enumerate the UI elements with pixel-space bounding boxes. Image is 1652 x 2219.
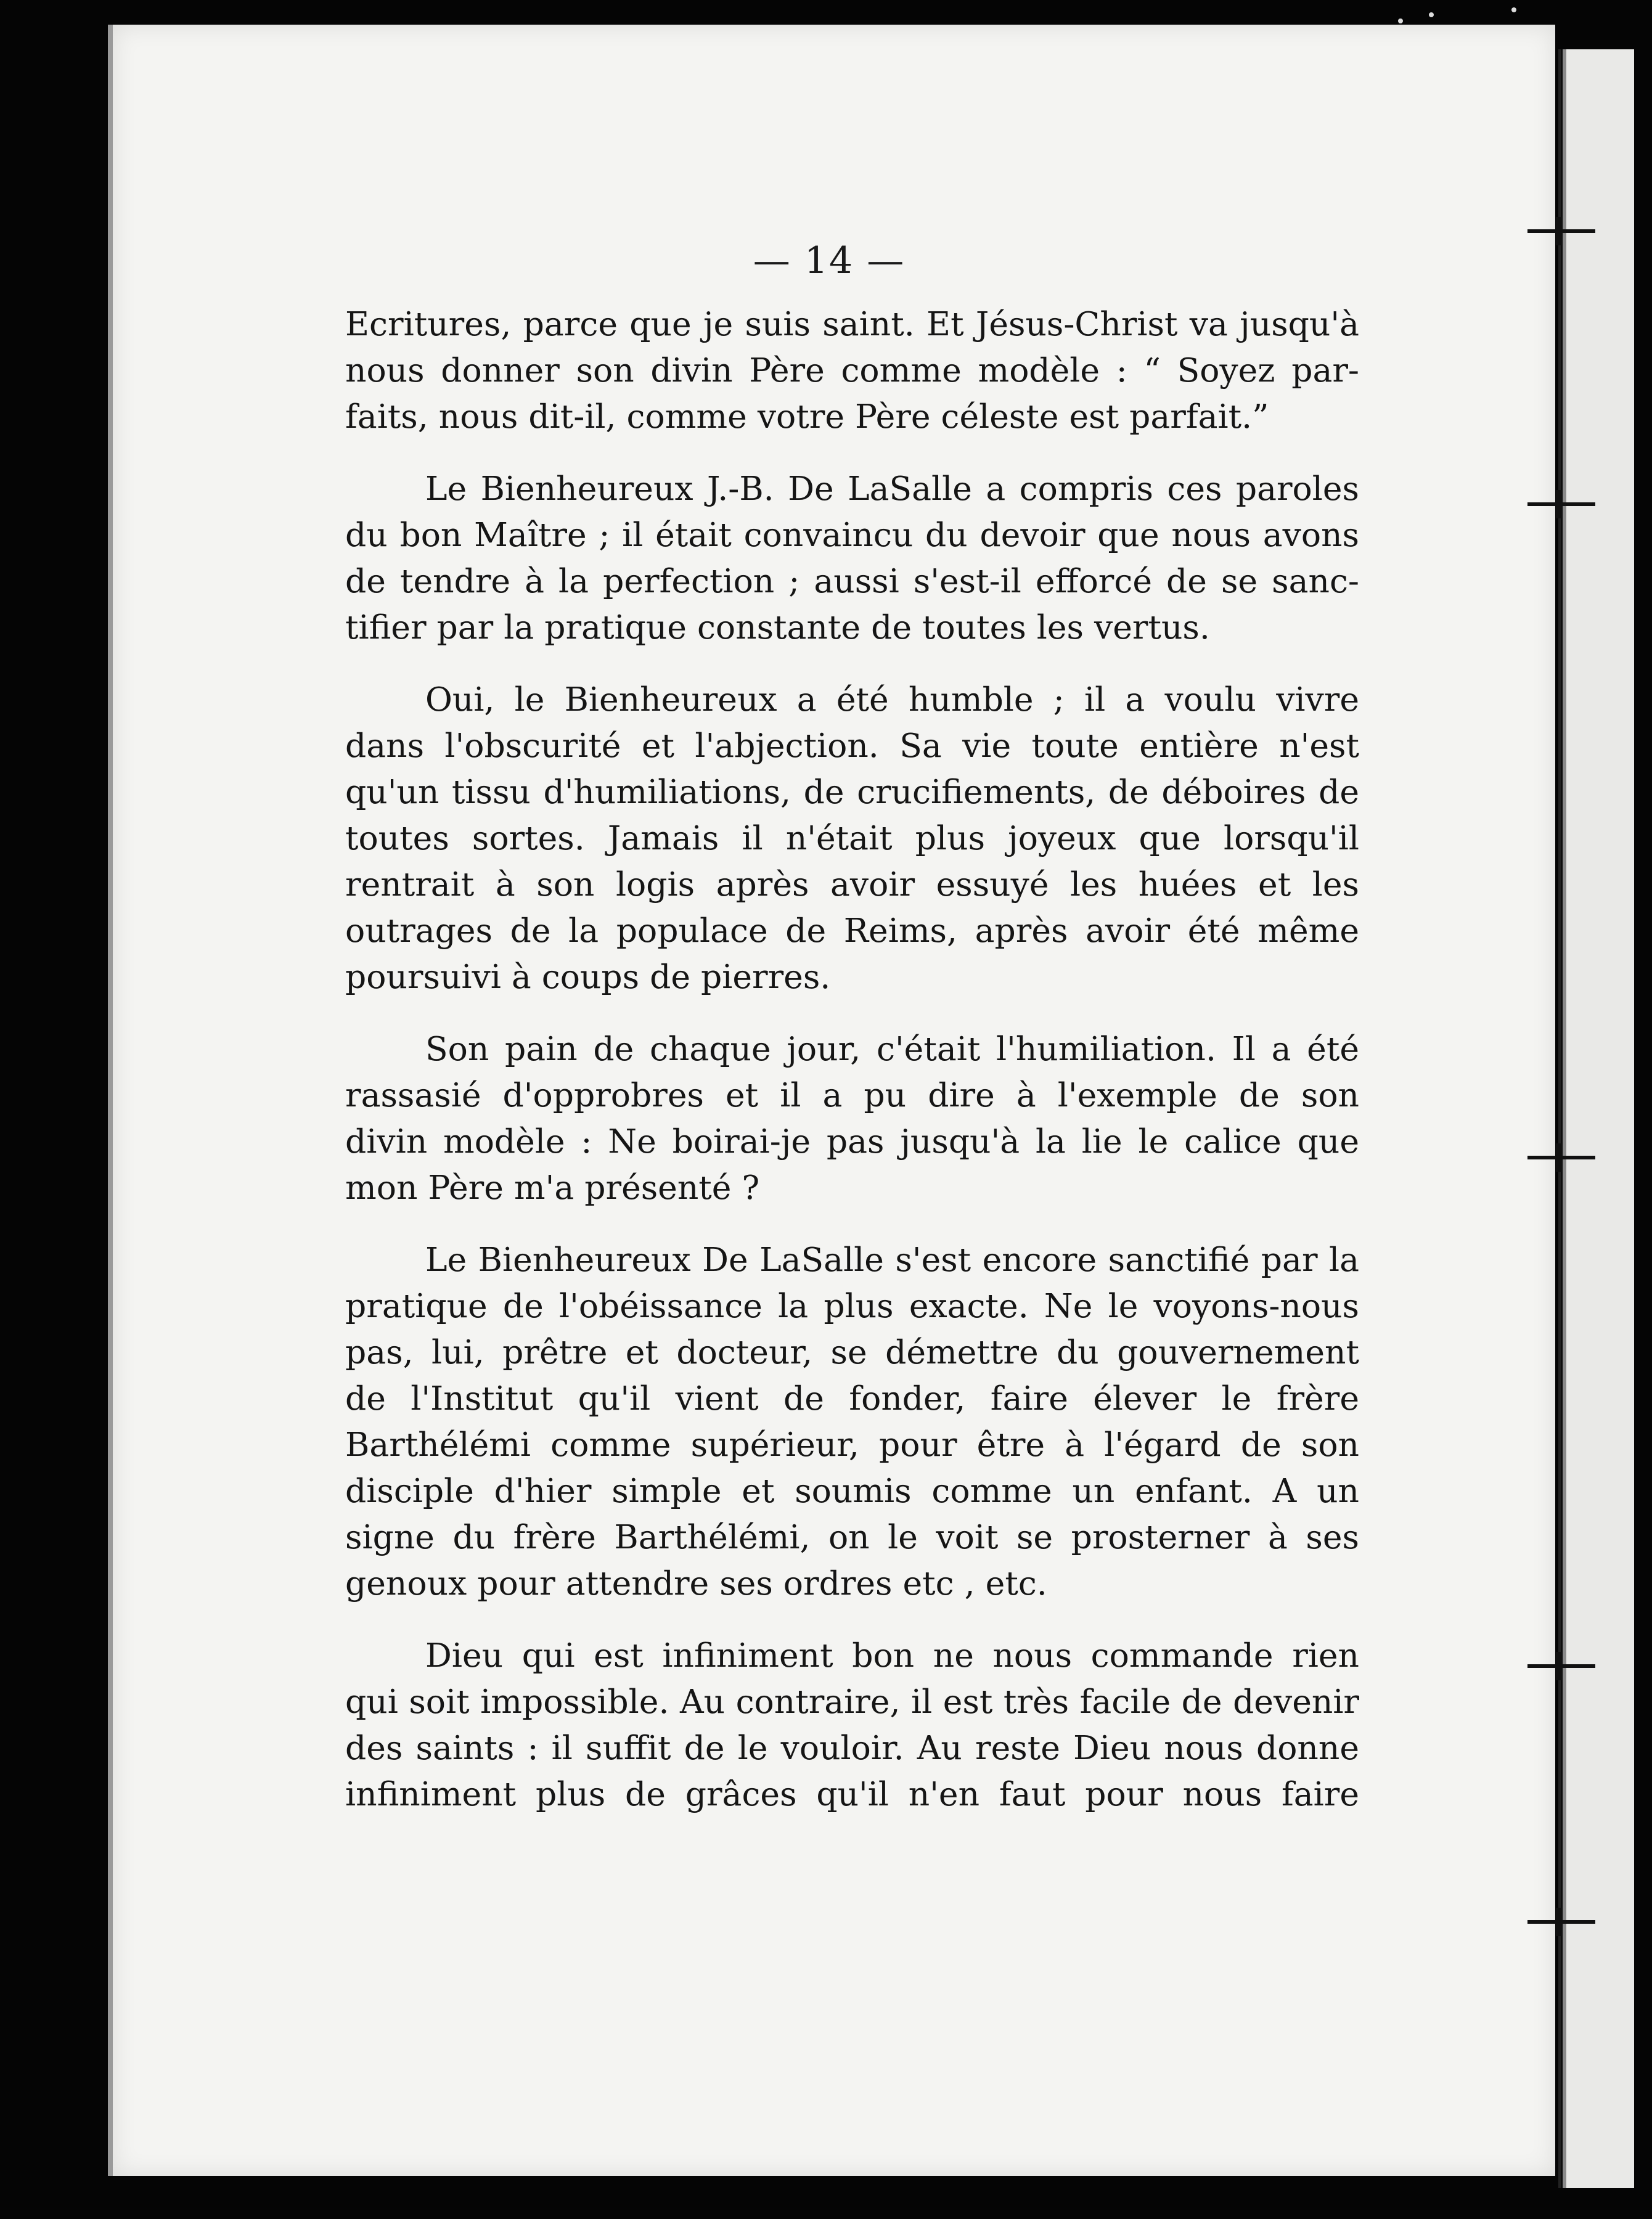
- text-line: Son pain de chaque jour, c'était l'humiliation. Il a été: [425, 1029, 1359, 1068]
- text-line: poursuivi à coups de pierres.: [345, 957, 831, 996]
- text-line: Le Bienheureux De LaSalle s'est encore sanctifié par la: [425, 1240, 1359, 1279]
- scan-speck: [1398, 18, 1403, 23]
- text-line: de tendre à la perfection ; aussi s'est-il efforcé de se sanc-: [345, 562, 1359, 600]
- text-line: Dieu qui est infiniment bon ne nous commande rien: [425, 1636, 1359, 1675]
- text-line: des saints : il suffit de le vouloir. Au reste Dieu nous donne: [345, 1728, 1359, 1767]
- text-line: faits, nous dit-il, comme votre Père céleste est parfait.”: [345, 397, 1269, 436]
- text-line: qui soit impossible. Au contraire, il est très facile de devenir: [345, 1682, 1359, 1721]
- facing-page-edge: [1563, 49, 1634, 2188]
- text-line: divin modèle : Ne boirai-je pas jusqu'à la lie le calice que: [345, 1122, 1359, 1161]
- text-line: Le Bienheureux J.-B. De LaSalle a compris ces paroles: [425, 469, 1359, 508]
- text-line: pratique de l'obéissance la plus exacte. Ne le voyons-nous: [345, 1286, 1359, 1325]
- binding-stitch: [1527, 229, 1595, 233]
- text-line: du bon Maître ; il était convaincu du devoir que nous avons: [345, 515, 1359, 554]
- text-line: nous donner son divin Père comme modèle : “ Soyez par-: [345, 351, 1359, 390]
- text-line: mon Père m'a présenté ?: [345, 1168, 760, 1207]
- binding-stitch: [1527, 502, 1595, 506]
- page-number: — 14 —: [753, 239, 906, 282]
- text-line: outrages de la populace de Reims, après avoir été même: [345, 911, 1359, 950]
- paragraph: [345, 301, 1359, 439]
- text-line: dans l'obscurité et l'abjection. Sa vie toute entière n'est: [345, 726, 1359, 765]
- text-line: de l'Institut qu'il vient de fonder, faire élever le frère: [345, 1379, 1359, 1418]
- text-line: rassasié d'opprobres et il a pu dire à l'exemple de son: [345, 1076, 1359, 1114]
- paragraph: [345, 465, 1359, 650]
- text-line: tifier par la pratique constante de toutes les vertus.: [345, 608, 1210, 647]
- text-line: Barthélémi comme supérieur, pour être à l'égard de son: [345, 1425, 1359, 1464]
- paragraph: [345, 1632, 1359, 1817]
- text-line: genoux pour attendre ses ordres etc , etc.: [345, 1564, 1047, 1603]
- paragraph: [345, 1236, 1359, 1606]
- scan-speck: [1511, 7, 1516, 12]
- text-line: Oui, le Bienheureux a été humble ; il a voulu vivre: [425, 680, 1359, 719]
- text-line: disciple d'hier simple et soumis comme un enfant. A un: [345, 1471, 1359, 1510]
- text-line: Ecritures, parce que je suis saint. Et Jésus-Christ va jusqu'à: [345, 304, 1359, 343]
- text-line: infiniment plus de grâces qu'il n'en faut pour nous faire: [345, 1775, 1359, 1813]
- binding-stitch: [1527, 1156, 1595, 1159]
- paragraph: [345, 1026, 1359, 1211]
- text-line: toutes sortes. Jamais il n'était plus joyeux que lorsqu'il: [345, 819, 1359, 857]
- binding-stitch: [1527, 1664, 1595, 1668]
- scan-speck: [1429, 12, 1434, 17]
- text-line: pas, lui, prêtre et docteur, se démettre du gouvernement: [345, 1333, 1359, 1371]
- binding-stitch: [1527, 1920, 1595, 1924]
- body-text: [345, 301, 1359, 1843]
- text-line: signe du frère Barthélémi, on le voit se prosterner à ses: [345, 1518, 1359, 1556]
- paragraph: [345, 676, 1359, 1000]
- binding-edge: [1558, 49, 1561, 2188]
- text-line: qu'un tissu d'humiliations, de crucifiements, de déboires de: [345, 772, 1359, 811]
- text-line: rentrait à son logis après avoir essuyé les huées et les: [345, 865, 1359, 904]
